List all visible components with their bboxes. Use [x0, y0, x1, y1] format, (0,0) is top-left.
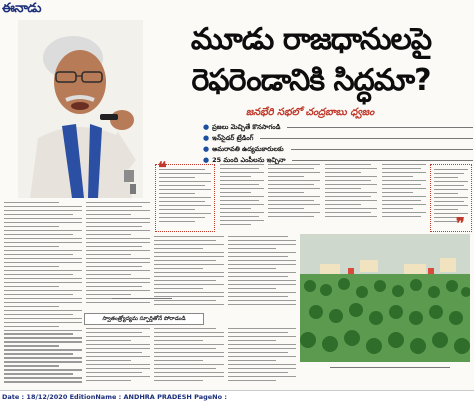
quote-text-2 — [220, 164, 264, 232]
article-column-7 — [228, 328, 296, 388]
photo-caption — [330, 366, 450, 372]
article-column-5 — [86, 328, 150, 388]
quote-text-3 — [268, 164, 320, 232]
bullet-item: ● 25 మంది ఎంపీలను ఇచ్చినా — [203, 155, 473, 166]
bullet-item: ● ఇన్‌సైడర్ ట్రేడింగ్ — [203, 133, 473, 144]
crowd-illustration — [300, 234, 470, 362]
bullet-list — [203, 122, 473, 166]
bullet-dot-icon: ● — [203, 123, 210, 131]
bullet-dot-icon: ● — [203, 156, 210, 164]
inset-box-heading: స్వాతంత్ర్యోద్యమ స్ఫూర్తితోనే పోరాడండి — [84, 313, 204, 325]
speaker-illustration — [18, 20, 143, 198]
quote-close-icon: ❞ — [456, 214, 465, 233]
headline-line-1: మూడు రాజధానులపై — [190, 22, 432, 57]
quote-text-4 — [325, 164, 377, 232]
speaker-photo — [18, 20, 143, 198]
newspaper-logo: ఈనాడు — [2, 1, 42, 16]
subheadline: జనభేరి సభలో చంద్రబాబు ధ్వజం — [245, 107, 375, 118]
bullet-dot-icon: ● — [203, 134, 210, 142]
bullet-text-rule — [291, 149, 473, 150]
article-column-6 — [154, 328, 224, 388]
page-footer — [0, 390, 474, 404]
headline-line-2: రెఫరెండానికి సిద్ధమా? — [191, 63, 431, 98]
quote-open-icon: ❝ — [158, 158, 167, 177]
edition-info: Date : 18/12/2020 EditionName : ANDHRA PRADESH PageNo : — [2, 393, 227, 401]
bullet-text-rule — [287, 127, 473, 128]
bullet-item: ● అమరావతి ఉద్యమకారులకు — [203, 144, 473, 155]
quote-box-6 — [430, 164, 472, 232]
bullet-dot-icon: ● — [203, 145, 210, 153]
bullet-item: ● ప్రజలు మెచ్చితే కొనసాగండి — [203, 122, 473, 133]
headline — [150, 20, 472, 102]
article-column-2 — [86, 202, 150, 310]
crowd-photo — [300, 234, 470, 362]
bullet-text-rule — [292, 160, 473, 161]
quote-text-5 — [382, 164, 426, 232]
bullet-text-rule — [260, 138, 473, 139]
article-column-1 — [4, 202, 82, 388]
pullquote-text — [112, 297, 172, 303]
article-column-4 — [228, 236, 296, 310]
